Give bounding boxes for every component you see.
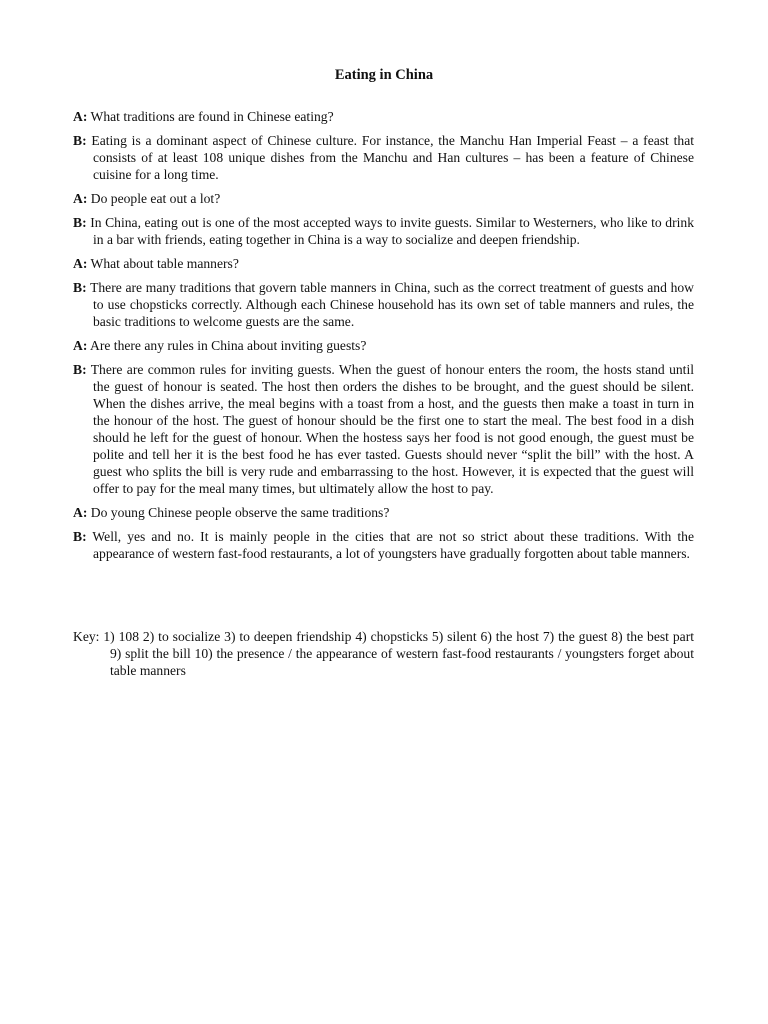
speaker-label: B: (73, 215, 87, 230)
dialogue-turn (73, 255, 694, 272)
dialogue-turn (73, 504, 694, 521)
key-text: 1) 108 2) to socialize 3) to deepen friendship 4) chopsticks 5) silent 6) the host 7) the guest 8) the best part 9) split the bill 10) the presence / the appearance of western fast-food restaurants / youngsters forget about table manners (103, 629, 694, 678)
turn-text: Well, yes and no. It is mainly people in the cities that are not so strict about these traditions. With the appearance of western fast-food restaurants, a lot of youngsters have gradually forgotten about table manners. (92, 529, 694, 561)
turn-text: What traditions are found in Chinese eating? (90, 109, 334, 124)
turn-text: There are common rules for inviting guests. When the guest of honour enters the room, the hosts stand until the guest of honour is seated. The host then orders the dishes to be brought, and the guest should be silent. When the dishes arrive, the meal begins with a toast from a host, and the guests then make a toast in turn in the honour of the host. The guest of honour should be the first one to start the meal. The best food in a dish should he left for the guest of honour. When the hostess says her food is not good enough, the guest must be polite and tell her it is the best food he has ever tasted. Guests should never “split the bill” with the host. A guest who splits the bill is very rude and embarrassing to the host. However, it is expected that the guest will offer to pay for the meal many times, but ultimately allow the host to pay. (90, 362, 695, 496)
dialogue-turn (73, 337, 694, 354)
speaker-label: A: (73, 191, 88, 206)
speaker-label: B: (73, 362, 87, 377)
turn-text: Are there any rules in China about inviting guests? (90, 338, 367, 353)
dialogue-turn (73, 190, 694, 207)
turn-text: There are many traditions that govern table manners in China, such as the correct treatment of guests and how to use chopsticks correctly. Although each Chinese household has its own set of table manners and rules, the basic traditions to welcome guests are the same. (90, 280, 694, 329)
turn-text: What about table manners? (90, 256, 239, 271)
speaker-label: A: (73, 109, 88, 124)
document-title: Eating in China (334, 67, 434, 83)
dialogue-turn (73, 132, 694, 183)
speaker-label: B: (73, 133, 87, 148)
turn-text: Do young Chinese people observe the same traditions? (90, 505, 390, 520)
dialogue (73, 108, 694, 569)
speaker-label: B: (73, 280, 87, 295)
turn-text: Eating is a dominant aspect of Chinese culture. For instance, the Manchu Han Imperial Feast – a feast that consists of at least 108 unique dishes from the Manchu and Han cultures – has been a feature of Chinese cuisine for a long time. (91, 133, 694, 182)
answer-key (73, 628, 694, 679)
speaker-label: A: (73, 256, 88, 271)
dialogue-turn (73, 108, 694, 125)
turn-text: In China, eating out is one of the most accepted ways to invite guests. Similar to Westerners, who like to drink in a bar with friends, eating together in China is a way to socialize and deepen friendship. (90, 215, 694, 247)
dialogue-turn (73, 361, 694, 497)
dialogue-turn (73, 214, 694, 248)
speaker-label: A: (73, 338, 88, 353)
key-label: Key: (73, 629, 100, 644)
turn-text: Do people eat out a lot? (90, 191, 221, 206)
speaker-label: B: (73, 529, 87, 544)
dialogue-turn (73, 528, 694, 562)
dialogue-turn (73, 279, 694, 330)
speaker-label: A: (73, 505, 88, 520)
